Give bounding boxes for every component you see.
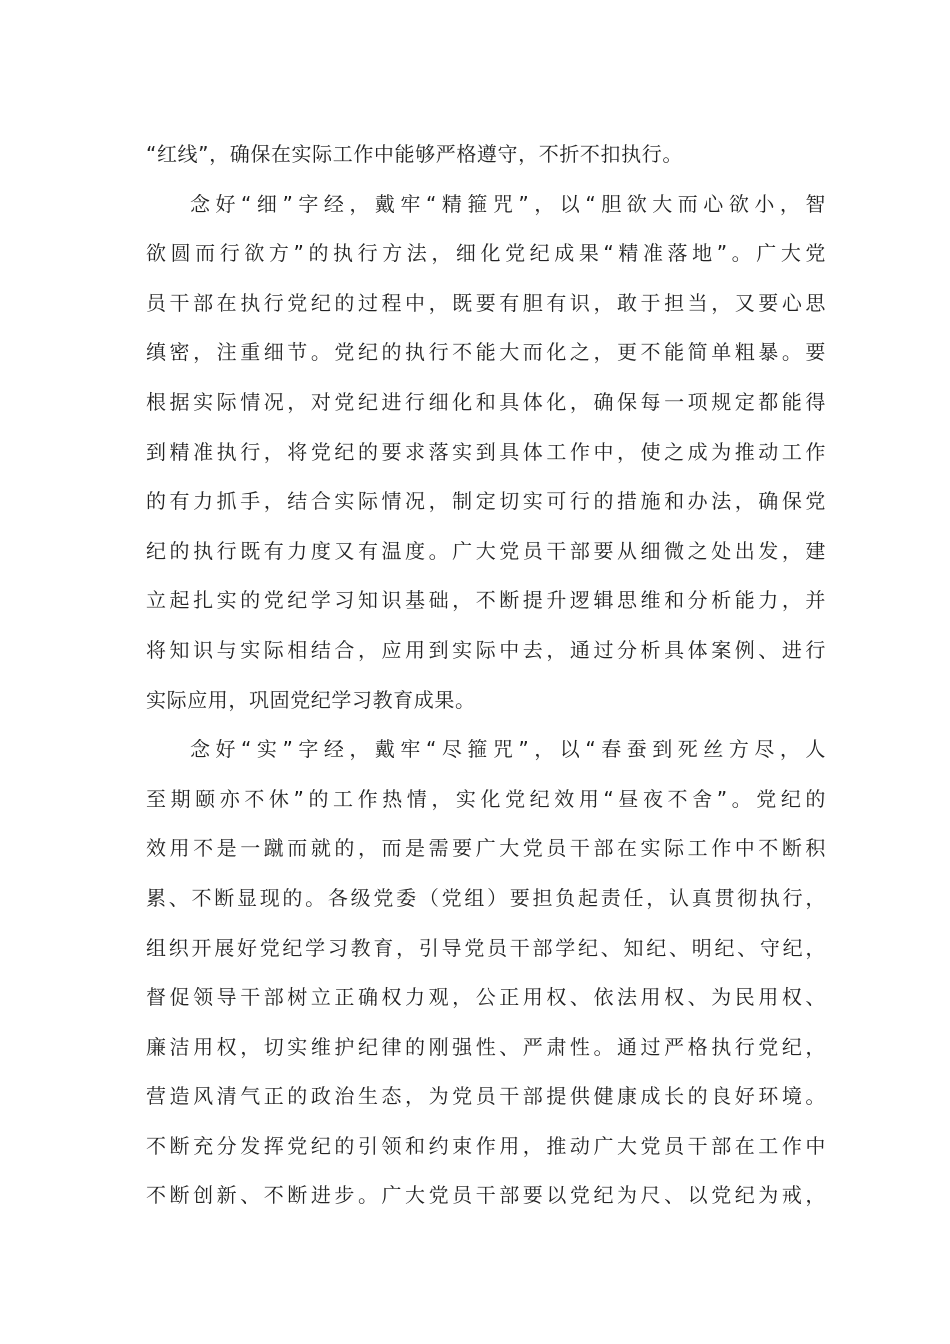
text-line: 欲圆而行欲方”的执行方法，细化党纪成果“精准落地”。广大党 [146, 241, 826, 266]
text-line: 累、不断显现的。各级党委（党组）要担负起责任，认真贯彻执行， [146, 885, 826, 910]
text-line: 缜密，注重细节。党纪的执行不能大而化之，更不能简单粗暴。要 [146, 340, 826, 365]
text-line: 不断充分发挥党纪的引领和约束作用，推动广大党员干部在工作中 [146, 1133, 826, 1158]
text-line: 效用不是一蹴而就的，而是需要广大党员干部在实际工作中不断积 [146, 836, 826, 861]
text-line: 将知识与实际相结合，应用到实际中去，通过分析具体案例、进行 [146, 637, 826, 662]
paragraph-end-line: 实际应用，巩固党纪学习教育成果。 [146, 687, 476, 712]
text-line: 员干部在执行党纪的过程中，既要有胆有识，敢于担当，又要心思 [146, 290, 826, 315]
text-line: 纪的执行既有力度又有温度。广大党员干部要从细微之处出发，建 [146, 538, 826, 563]
document-body [146, 130, 826, 1221]
text-line: 组织开展好党纪学习教育，引导党员干部学纪、知纪、明纪、守纪， [146, 935, 826, 960]
text-line: 不断创新、不断进步。广大党员干部要以党纪为尺、以党纪为戒， [146, 1183, 826, 1208]
text-line: 根据实际情况，对党纪进行细化和具体化，确保每一项规定都能得 [146, 389, 826, 414]
text-line: 的有力抓手，结合实际情况，制定切实可行的措施和办法，确保党 [146, 489, 826, 514]
text-line: 到精准执行，将党纪的要求落实到具体工作中，使之成为推动工作 [146, 439, 826, 464]
text-line: 至期颐亦不休”的工作热情，实化党纪效用“昼夜不舍”。党纪的 [146, 786, 826, 811]
text-line: “红线”，确保在实际工作中能够严格遵守，不折不扣执行。 [146, 142, 683, 166]
paragraph-start-line: 念好“实”字经，戴牢“尽箍咒”，以“春蚕到死丝方尽，人 [190, 737, 826, 762]
text-line: 督促领导干部树立正确权力观，公正用权、依法用权、为民用权、 [146, 985, 826, 1010]
text-line: 立起扎实的党纪学习知识基础，不断提升逻辑思维和分析能力，并 [146, 588, 826, 613]
paragraph-start-line: 念好“细”字经，戴牢“精箍咒”，以“胆欲大而心欲小，智 [190, 191, 826, 216]
text-line: 营造风清气正的政治生态，为党员干部提供健康成长的良好环境。 [146, 1084, 826, 1109]
text-line: 廉洁用权，切实维护纪律的刚强性、严肃性。通过严格执行党纪， [146, 1034, 826, 1059]
